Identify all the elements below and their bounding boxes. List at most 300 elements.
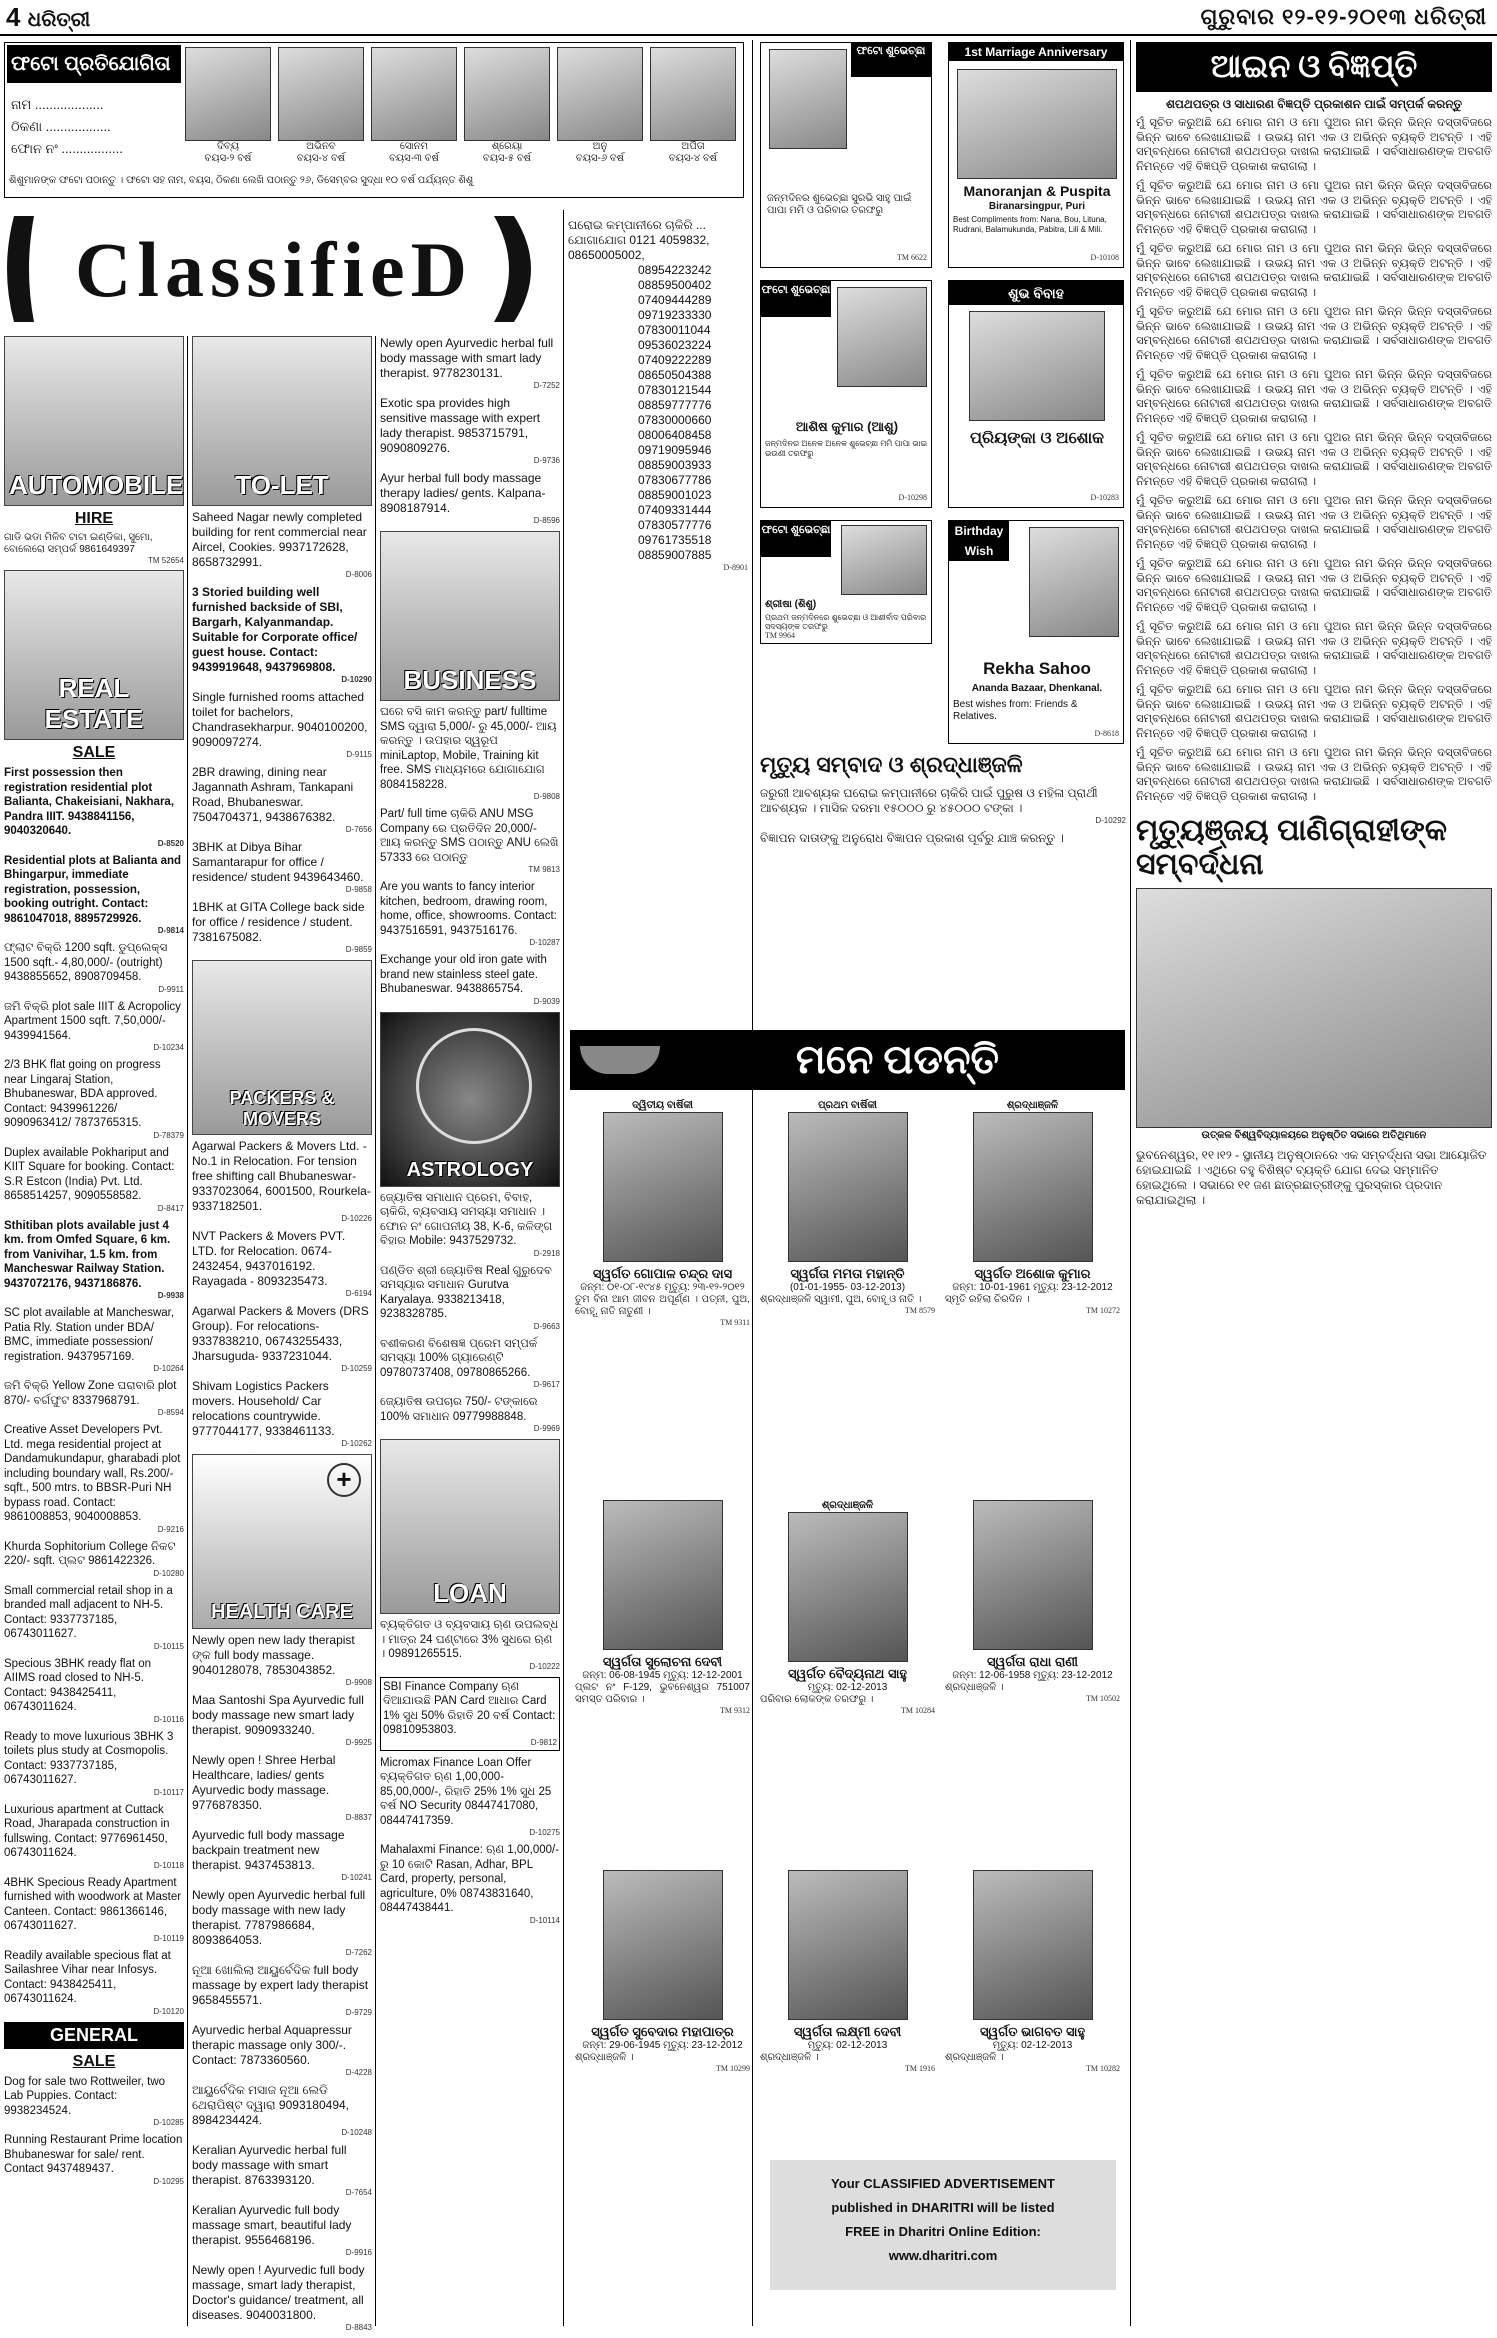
classified-ad <box>4 1949 184 2017</box>
classified-ad <box>380 880 560 948</box>
ad-text: Ayur herbal full body massage therapy ladies/ gents. Kalpana- 8908187914. <box>380 471 546 515</box>
kid-name: ଅଭିନବ <box>306 141 336 152</box>
ad-code: D-9908 <box>345 1678 372 1687</box>
classified-ad <box>4 1657 184 1725</box>
phone-number: 09536023224 <box>638 338 712 352</box>
column-rule <box>1130 40 1131 2326</box>
ad-code: D-6194 <box>345 1289 372 1298</box>
couple-place: Biranarsingpur, Puri <box>988 201 1086 212</box>
phone-number: 07409444289 <box>638 293 712 307</box>
legal-notice: ମୁଁ ସୂଚିତ କରୁଅଛି ଯେ ମୋର ନାମ ଓ ମୋ ପୁଅର ନାମ ଭିନ୍ନ ଭିନ୍ନ ଦସ୍ତାବିଜରେ ଭିନ୍ନ ଭାବେ ଲେଖାଯାଇଛି । ଉଭୟ ନାମ ଏକ ଓ ଅଭିନ୍ନ ବ୍ୟକ୍ତି ଅଟନ୍ତି । ଏହି ସମ୍ବନ୍ଧରେ ନୋଟାରୀ ଶପଥପତ୍ର ଦାଖଲ କରାଯାଇଛି । ସର୍ବସାଧାରଣଙ୍କ ଅବଗତି ନିମନ୍ତେ ଏହି ବିଜ୍ଞପ୍ତି ପ୍ରକାଶ କରାଗଲା । <box>1136 621 1492 677</box>
classified-ad <box>192 1753 372 1823</box>
obituary-heading: ଦ୍ୱିତୀୟ ବାର୍ଷିକୀ <box>632 1100 693 1111</box>
ad-text: Micromax Finance Loan Offer ବ୍ୟକ୍ତିଗତ ଋଣ 1,00,000- 85,00,000/-, ରିହାତି 25% 1% ସୁଧ 25 ବର୍ଷ NO Security 08447417080, 08447417359. <box>380 1756 552 1827</box>
greeting-ad-2 <box>760 280 932 508</box>
baby-photo <box>841 525 927 595</box>
ad-code: D-8618 <box>1094 729 1119 738</box>
ad-text: Newly open Ayurvedic herbal full body massage with smart lady therapist. 9778230131. <box>380 336 554 380</box>
kid-photo-card <box>278 47 364 165</box>
classified-ad <box>4 1584 184 1652</box>
greeting-heading: ଫଟୋ ଶୁଭେଚ୍ଛା <box>851 43 931 77</box>
kid-age: ବୟସ-୨ ବର୍ଷ <box>204 153 252 164</box>
legal-notice: ମୁଁ ସୂଚିତ କରୁଅଛି ଯେ ମୋର ନାମ ଓ ମୋ ପୁଅର ନାମ ଭିନ୍ନ ଭିନ୍ନ ଦସ୍ତାବିଜରେ ଭିନ୍ନ ଭାବେ ଲେଖାଯାଇଛି । ଉଭୟ ନାମ ଏକ ଓ ଅଭିନ୍ନ ବ୍ୟକ୍ତି ଅଟନ୍ତି । ଏହି ସମ୍ବନ୍ଧରେ ନୋଟାରୀ ଶପଥପତ୍ର ଦାଖଲ କରାଯାଇଛି । ସର୍ବସାଧାରଣଙ୍କ ଅବଗତି ନିମନ୍ତେ ଏହି ବିଜ୍ଞପ୍ତି ପ୍ରକାଶ କରାଗଲା । <box>1136 243 1492 299</box>
obituary-text: ଶ୍ରଦ୍ଧାଞ୍ଜଳି । <box>945 2052 1004 2063</box>
ad-code: D-9729 <box>345 2008 372 2017</box>
greeting-text: ପ୍ରଥମ ଜନ୍ମଦିନରେ ଶୁଭେଚ୍ଛା ଓ ଆଶୀର୍ବାଦ ପରିବାର ସଦସ୍ୟଙ୍କ ତରଫରୁ <box>765 613 927 631</box>
ad-code: D-10285 <box>153 2118 184 2127</box>
ad-text: Are you wants to fancy interior kitchen, bedroom, drawing room, home, office, showrooms. Contact: 9437516591, 9437516176. <box>380 881 557 937</box>
zodiac-wheel-icon <box>416 1028 532 1144</box>
ad-text: Newly open new lady therapist ଙ୍କ full body massage. 9040128078, 7853043852. <box>192 1633 355 1677</box>
kids-photo-ad <box>4 42 744 198</box>
ad-text: Keralian Ayurvedic full body massage smart, beautiful lady therapist. 9556468196. <box>192 2203 352 2247</box>
ad-code: D-10264 <box>153 1364 184 1373</box>
greeting-ad-4 <box>760 520 932 644</box>
ad-text: ଫ୍ଲାଟ ବିକ୍ରି 1200 sqft. ଡୁପ୍ଲେକ୍ସ 1500 sqft.- 4,80,000/- (outright) 9438855652, 8908709458. <box>4 942 168 983</box>
ad-code: D-8901 <box>723 563 748 572</box>
greeting-name: ଶ୍ରୀଷା (ଶିଶୁ) <box>765 599 817 610</box>
sale-ads <box>4 766 184 2017</box>
kid-name: ଶ୍ରେୟା <box>491 141 523 152</box>
ad-text: Sthitiban plots available just 4 km. from Omfed Square, 6 km. from Vanivihar, 1.5 km. from Mancheswar Railway Station. 9437072176, 9437186876. <box>4 1219 171 1290</box>
obituary-dates: ଜନ୍ମ: 29-06-1945 ମୃତ୍ୟୁ: 23-12-2012 <box>582 2040 743 2051</box>
classified-ad <box>192 2203 372 2258</box>
obituary-text: ସ୍ମୃତି ରହିଲା ଚିରଦିନ । <box>945 1294 1030 1305</box>
classified-ad <box>4 1306 184 1374</box>
ad-code: D-10114 <box>529 1915 560 1925</box>
classified-ad <box>380 953 560 1007</box>
classified-ad <box>380 1843 560 1926</box>
ad-code: TM 9813 <box>528 865 560 874</box>
automobile-banner: AUTOMOBILE <box>4 336 184 506</box>
ad-text: Shivam Logistics Packers movers. Household/ Car relocations countrywide. 9777044177, 9338461133. <box>192 1379 335 1438</box>
online-promo-text: Your CLASSIFIED ADVERTISEMENT published in DHARITRI will be listed FREE in Dharitri Online Edition: www.dharitri.com <box>770 2172 1116 2268</box>
obituary-name: ସ୍ୱର୍ଗତା ସୁଲୋଚନା ଦେବୀ <box>602 1654 723 1669</box>
classified-ad <box>192 1229 372 1299</box>
woman-photo <box>1029 527 1119 637</box>
ad-code: D-9859 <box>345 945 372 954</box>
ad-code: D-9814 <box>157 926 184 935</box>
obituary-heading: ଶ୍ରଦ୍ଧାଞ୍ଜଳି <box>821 1500 874 1511</box>
phone-number: 08859007885 <box>638 548 712 562</box>
classified-ad <box>4 1146 184 1214</box>
obituary-name: ସ୍ୱର୍ଗତ ସୁବେଦାର ମହାପାତ୍ର <box>591 2024 734 2039</box>
ad-code: TM 1916 <box>905 2064 935 2073</box>
boy-photo <box>837 287 927 387</box>
ad-code: TM 9311 <box>720 1318 750 1327</box>
health-care-banner: + HEALTH CARE <box>192 1454 372 1629</box>
kid-photo <box>650 47 736 141</box>
obituary-dates: ଜନ୍ମ: 06-08-1945 ମୃତ୍ୟୁ: 12-12-2001 <box>582 1670 743 1681</box>
ad-code: D-10222 <box>529 1661 560 1671</box>
loan-banner: LOAN <box>380 1439 560 1614</box>
ad-text: Newly open ! Shree Herbal Healthcare, ladies/ gents Ayurvedic body massage. 9776878350. <box>192 1753 336 1812</box>
classified-ad <box>192 1633 372 1688</box>
classified-ad <box>4 1219 184 1302</box>
classified-ad <box>4 1730 184 1798</box>
obituary-dates: ମୃତ୍ୟୁ: 02-12-2013 <box>807 2040 888 2051</box>
classified-ad <box>380 1395 560 1434</box>
ad-code: D-10248 <box>341 2128 372 2137</box>
phone-number: 07830577776 <box>638 518 712 532</box>
classified-ad <box>192 510 372 580</box>
ad-text: ଜମି ବିକ୍ରି plot sale IIIT & Acropolicy Apartment 1500 sqft. 7,50,000/- 9439941564. <box>4 1000 181 1042</box>
packers-ads <box>192 1139 372 1449</box>
classified-ad <box>192 1888 372 1958</box>
column-6 <box>1136 42 1492 1208</box>
ad-code: D-9663 <box>533 1321 560 1331</box>
ad-text: Duplex available Pokhariput and KIIT Square for booking. Contact: S.R Estcon (India) Pvt. Ltd. 8658514257, 9090558582. <box>4 1146 175 1202</box>
kid-age: ବୟସ-୪ ବର୍ଷ <box>296 153 346 164</box>
obituary-card <box>760 1500 935 1716</box>
classified-ad <box>4 1876 184 1944</box>
obituary-card <box>945 1100 1120 1316</box>
ad-code: TM 9312 <box>720 1706 750 1715</box>
phone-number: 09719095946 <box>638 443 712 457</box>
obituary-text: ଶ୍ରଦ୍ଧାଞ୍ଜଳି ସ୍ୱାମୀ, ପୁଅ, ବୋହୂ ଓ ନାତି । <box>760 1294 922 1305</box>
anniversary-heading: 1st Marriage Anniversary <box>949 43 1123 61</box>
phone-number: 08650504388 <box>638 368 712 382</box>
obituary-headline: ମୃତ୍ୟୁ ସମ୍ବାଦ ଓ ଶ୍ରଦ୍ଧାଞ୍ଜଳି <box>760 752 1023 777</box>
ad-code: TM 9964 <box>765 631 795 640</box>
obituary-photo <box>788 1512 908 1662</box>
obituary-card <box>760 1870 935 2074</box>
legal-notices <box>1136 116 1492 804</box>
phone-number: 08859003933 <box>638 458 712 472</box>
kid-photo <box>464 47 550 141</box>
classified-ad <box>192 2023 372 2078</box>
classified-ad <box>192 1304 372 1374</box>
phone-number: 07830677786 <box>638 473 712 487</box>
ad-code: D-10298 <box>898 493 927 502</box>
classified-ad <box>4 2133 184 2187</box>
ad-text: 2BR drawing, dining near Jagannath Ashram, Tankapani Road, Bhubaneswar. 7504704371, 9438676382. <box>192 765 354 824</box>
greeting-heading: ଫଟୋ ଶୁଭେଚ୍ଛା <box>761 281 831 317</box>
ad-code: D-9938 <box>157 1291 184 1300</box>
classified-ad <box>380 1264 560 1332</box>
ad-code: D-8596 <box>533 516 560 525</box>
kid-photo <box>557 47 643 141</box>
ad-code: TM 6622 <box>897 253 927 262</box>
obituary-heading: ପ୍ରଥମ ବାର୍ଷିକୀ <box>818 1100 877 1111</box>
kid-age: ବୟସ-୩ ବର୍ଷ <box>389 153 439 164</box>
ad-text: Dog for sale two Rottweiler, two Lab Puppies. Contact: 9938234524. <box>4 2075 166 2117</box>
general-sale-title: SALE <box>72 2052 116 2070</box>
classified-ad <box>380 1677 560 1751</box>
plus-icon: + <box>327 1463 361 1497</box>
classified-ad <box>192 2143 372 2198</box>
ad-code: D-9858 <box>345 885 372 894</box>
phone-number: 08859001023 <box>638 488 712 502</box>
form-field-phone: ଫୋନ ନଂ ................. <box>11 141 123 156</box>
ad-code: TM 10299 <box>716 2064 750 2073</box>
ad-text: Ayurvedic herbal Aquapressur therapic massage only 300/-. Contact: 7873360560. <box>192 2023 352 2067</box>
classified-ad <box>4 1423 184 1535</box>
general-ads <box>4 2075 184 2187</box>
ad-text: ବଶୀକରଣ ବିଶେଷଜ୍ଞ ପ୍ରେମ ସମ୍ପର୍କ ସମସ୍ୟା 100% ଗ୍ୟାରେଣ୍ଟି 09780737408, 09780865266. <box>380 1337 538 1379</box>
obituary-card <box>945 1870 1120 2074</box>
classified-ad <box>192 1693 372 1748</box>
obituary-photo <box>973 1112 1093 1262</box>
ad-code: D-4228 <box>345 2068 372 2077</box>
couple-names: Manoranjan & Puspita <box>963 183 1111 199</box>
obituary-dates: ଜନ୍ମ: 12-06-1958 ମୃତ୍ୟୁ: 23-12-2012 <box>952 1670 1113 1681</box>
ad-text: Saheed Nagar newly completed building for rent commercial near Aircel, Cookies. 9937172628, 8658732991. <box>192 510 367 569</box>
kid-photo-card <box>185 47 271 165</box>
kid-age: ବୟସ-୪ ବର୍ଷ <box>668 153 718 164</box>
classified-logo <box>4 210 544 328</box>
ad-text: Newly open Ayurvedic herbal full body massage with new lady therapist. 7787986684, 8093864053. <box>192 1888 366 1947</box>
kid-photo <box>371 47 457 141</box>
page-number: 4 ଧରିତ୍ରୀ <box>6 2 91 32</box>
logo-right-bracket <box>494 216 531 322</box>
ad-code: D-10115 <box>153 1641 184 1651</box>
ad-code: D-9911 <box>158 984 184 994</box>
phone-number: 09761735518 <box>638 533 712 547</box>
ad-code: D-10259 <box>341 1364 372 1373</box>
obituary-card <box>760 1100 935 1316</box>
greeting-text: ଜନ୍ମଦିନର ଶୁଭେଚ୍ଛା ସୁରଭି ସାହୁ ପାଇଁ ପାପା ମମି ଓ ପରିବାର ତରଫରୁ <box>767 193 912 216</box>
classified-logo-svg <box>4 210 544 328</box>
ad-code: D-10108 <box>1090 253 1119 262</box>
phone-number: 08006408458 <box>638 428 712 442</box>
ad-code: TM 10282 <box>1086 2064 1120 2073</box>
classified-ad <box>192 1963 372 2018</box>
legal-notice: ମୁଁ ସୂଚିତ କରୁଅଛି ଯେ ମୋର ନାମ ଓ ମୋ ପୁଅର ନାମ ଭିନ୍ନ ଭିନ୍ନ ଦସ୍ତାବିଜରେ ଭିନ୍ନ ଭାବେ ଲେଖାଯାଇଛି । ଉଭୟ ନାମ ଏକ ଓ ଅଭିନ୍ନ ବ୍ୟକ୍ତି ଅଟନ୍ତି । ଏହି ସମ୍ବନ୍ଧରେ ନୋଟାରୀ ଶପଥପତ୍ର ଦାଖଲ କରାଯାଇଛି । ସର୍ବସାଧାରଣଙ୍କ ଅବଗତି ନିମନ୍ତେ ଏହି ବିଜ୍ଞପ୍ତି ପ୍ରକାଶ କରାଗଲା । <box>1136 684 1492 740</box>
ad-text: ନୂଆ ଖୋଲିଲା ଆୟୁର୍ବେଦିକ full body massage by expert lady therapist 9658455571. <box>192 1963 369 2007</box>
health-ads <box>192 1633 372 2333</box>
obituary-dates: (01-01-1955- 03-12-2013) <box>789 1282 906 1293</box>
classified-ad <box>380 336 560 391</box>
phone-number: 07830121544 <box>638 383 712 397</box>
phone-number: 08859777776 <box>638 398 712 412</box>
ad-code: D-10234 <box>153 1043 184 1052</box>
classified-ad <box>192 765 372 835</box>
kid-age: ବୟସ-୫ ବର୍ଷ <box>482 153 532 164</box>
business-ads <box>380 705 560 1007</box>
ad-text: Single furnished rooms attached toilet for bachelors, Chandrasekharpur. 9040100200, 9090097274. <box>192 690 368 749</box>
page-header <box>0 0 1497 36</box>
kid-photo-card <box>650 47 736 165</box>
to-let-ads <box>192 510 372 955</box>
packers-movers-banner: PACKERS & MOVERS <box>192 960 372 1135</box>
kid-photo-card <box>464 47 550 165</box>
classified-ad <box>380 1618 560 1672</box>
kids-ad-heading: ଫଟୋ ପ୍ରତିଯୋଗିତା <box>7 45 181 83</box>
obituary-card <box>945 1500 1120 1704</box>
phone-number: 09719233330 <box>638 308 712 322</box>
ad-code: D-10117 <box>153 1787 184 1797</box>
ad-code: D-10120 <box>153 2006 184 2016</box>
ad-text: Readily available specious flat at Sailashree Vihar near Infosys. Contact: 9438425411, 06743011624. <box>4 1949 171 2005</box>
classified-ad <box>380 1756 560 1839</box>
ad-code: D-10292 <box>1095 816 1126 825</box>
ad-code: D-10226 <box>341 1214 372 1223</box>
classified-ad <box>380 471 560 526</box>
phone-number: 07830011044 <box>638 323 711 337</box>
obituary-dates: ଜନ୍ମ: 10-01-1961 ମୃତ୍ୟୁ: 23-12-2012 <box>952 1282 1113 1293</box>
ad-text: ବ୍ୟକ୍ତିଗତ ଓ ବ୍ୟବସାୟ ଋଣ ଉପଲବ୍ଧ । ମାତ୍ର 24 ଘଣ୍ଟାରେ 3% ସୁଧରେ ଋଣ । 09891265515. <box>380 1619 559 1660</box>
news-caption: ଉତ୍କଳ ବିଶ୍ୱବିଦ୍ୟାଳୟରେ ଅନୁଷ୍ଠିତ ସଭାରେ ଅତିଥିମାନେ <box>1201 1130 1427 1141</box>
ad-text: Newly open ! Ayurvedic full body massage, smart lady therapist, Doctor's guidance/ treatment, all diseases. 9040031800. <box>192 2263 365 2322</box>
ad-code: D-8006 <box>345 570 372 579</box>
ad-code: D-10287 <box>529 938 560 947</box>
page-date: ଗୁରୁବାର ୧୨-୧୨-୨୦୧୩ ଧରିତ୍ରୀ <box>1200 4 1487 29</box>
obituary-text: ଶ୍ରଦ୍ଧାଞ୍ଜଳି । <box>945 1682 1004 1693</box>
phone-number: 07409331444 <box>638 503 712 517</box>
classified-ad <box>4 1379 184 1418</box>
legal-notice: ମୁଁ ସୂଚିତ କରୁଅଛି ଯେ ମୋର ନାମ ଓ ମୋ ପୁଅର ନାମ ଭିନ୍ନ ଭିନ୍ନ ଦସ୍ତାବିଜରେ ଭିନ୍ନ ଭାବେ ଲେଖାଯାଇଛି । ଉଭୟ ନାମ ଏକ ଓ ଅଭିନ୍ନ ବ୍ୟକ୍ତି ଅଟନ୍ତି । ଏହି ସମ୍ବନ୍ଧରେ ନୋଟାରୀ ଶପଥପତ୍ର ଦାଖଲ କରାଯାଇଛି । ସର୍ବସାଧାରଣଙ୍କ ଅବଗତି ନିମନ୍ତେ ଏହି ବିଜ୍ଞପ୍ତି ପ୍ରକାଶ କରାଗଲା । <box>1136 369 1492 425</box>
classified-ad <box>192 585 372 685</box>
column-rule <box>187 336 188 2326</box>
ad-code: D-10283 <box>1090 493 1119 502</box>
ad-text: 4BHK Specious Ready Apartment furnished with woodwork at Master Canteen. Contact: 9861366146, 06743011627. <box>4 1876 182 1932</box>
ad-code: TM 10502 <box>1086 1694 1120 1703</box>
ad-code: D-10295 <box>153 2176 184 2186</box>
kid-name: ସୋନମ <box>399 141 429 152</box>
phone-number: 07830000660 <box>638 413 712 427</box>
column-3 <box>380 336 560 1931</box>
ad-code: D-10118 <box>153 1860 184 1870</box>
news-headline: ମୃତ୍ୟୁଞ୍ଜୟ ପାଣିଗ୍ରାହୀଙ୍କ ସମ୍ବର୍ଦ୍ଧନା <box>1136 814 1448 881</box>
child-photo <box>769 49 847 149</box>
ad-text: 1BHK at GITA College back side for office / residence / student. 7381675082. <box>192 900 365 944</box>
ad-text: SBI Finance Company ଋଣ ଦିଆଯାଉଛି PAN Card ଆଧାର Card 1% ସୁଧ 50% ରିହାତି 20 ବର୍ଷ Contact: 09810953803. <box>383 1680 556 1736</box>
phone-number: 08954223242 <box>638 263 712 277</box>
ad-code: D-10119 <box>153 1933 184 1943</box>
ad-code: D-10241 <box>341 1873 372 1882</box>
obituary-name: ସ୍ୱର୍ଗତ ଅଶୋକ କୁମାର <box>974 1266 1091 1281</box>
ad-code: TM 10272 <box>1086 1306 1120 1315</box>
form-field-address: ଠିକଣା .................. <box>11 119 111 134</box>
ad-text: 3 Storied building well furnished backside of SBI, Bargarh, Kalyanmandap. Suitable for Corporate office/ guest house. Contact: 9439919648, 9437969808. <box>192 585 358 674</box>
couple-photo <box>957 69 1117 179</box>
ad-code: D-9925 <box>345 1738 372 1747</box>
sale-title: SALE <box>72 744 116 761</box>
ad-text: ଜମି ବିକ୍ରି Yellow Zone ଘରାବାରି plot 870/- ବର୍ଗଫୁଟ 8337968791. <box>4 1380 177 1407</box>
anniversary-text: Best Compliments from: Nana, Bou, Lituna, Rudrani, Balamukunda, Pabitra, Lili & Mili. <box>953 215 1107 234</box>
business-banner: BUSINESS <box>380 531 560 701</box>
classified-ad <box>4 766 184 849</box>
ad-code: D-10275 <box>529 1828 560 1837</box>
column-rule <box>563 210 564 2326</box>
ad-code: D-9115 <box>346 750 372 759</box>
classified-ad <box>380 1191 560 1259</box>
classified-ad <box>380 396 560 466</box>
classified-ad <box>760 786 1126 826</box>
ad-code: D-9216 <box>157 1524 184 1534</box>
massage-ads <box>380 336 560 526</box>
phone-list <box>568 263 748 563</box>
obituary-text: ଶ୍ରଦ୍ଧାଞ୍ଜଳି । <box>575 2052 634 2063</box>
hire-ad: ଗାଡି ଭଡା ମିଳିବ ଟାଟା ଇଣ୍ଡିକା, ସୁମୋ, ବୋଲେରୋ ସମ୍ପର୍କ 9861649397 TM 52654 <box>4 532 184 565</box>
obituary-photo <box>973 1500 1093 1650</box>
classified-ad <box>192 690 372 760</box>
classified-ad <box>4 854 184 937</box>
ad-text: Luxurious apartment at Cuttack Road, Jharapada construction in fullswing. Contact: 9776961450, 06743011624. <box>4 1803 170 1859</box>
ad-text: SC plot available at Mancheswar, Patia Rly. Station under BDA/ BMC, immediate possession/ registration. 9437957169. <box>4 1307 175 1363</box>
column-rule <box>752 40 753 2326</box>
ad-text: Residential plots at Balianta and Bhingarpur, immediate registration, possession, booking outright. Contact: 9861047018, 8895729926. <box>4 854 182 925</box>
ad-text: ପଣ୍ଡିତ ଶ୍ରୀ ଜ୍ୟୋତିଷ Real ଗୁରୁଦେବ ସମସ୍ୟାର ସମାଧାନ Gurutva Karyalaya. 9338213418, 9238328785. <box>380 1264 552 1320</box>
kid-photo-card <box>371 47 457 165</box>
obituary-card <box>575 1870 750 2074</box>
classified-ad <box>4 1803 184 1871</box>
ad-code: D-8837 <box>345 1813 372 1822</box>
ad-code: D-10262 <box>341 1439 372 1448</box>
obituary-card <box>575 1100 750 1328</box>
ad-text: ବିଜ୍ଞାପନ ଦାତାଙ୍କୁ ଅନୁରୋଧ ବିଜ୍ଞାପନ ପ୍ରକାଶ ପୂର୍ବରୁ ଯାଞ୍ଚ କରନ୍ତୁ । <box>760 831 1064 845</box>
obituary-dates: ମୃତ୍ୟୁ: 02-12-2013 <box>992 2040 1073 2051</box>
mane-padanti-banner <box>570 1030 1125 1090</box>
column-2 <box>192 336 372 2338</box>
classified-ad <box>192 2083 372 2138</box>
classified-ad <box>4 1058 184 1141</box>
ad-text: Part/ full time ଚାକିରି ANU MSG Company ରେ ପ୍ରତିଦିନ 20,000/- ଆୟ କରନ୍ତୁ SMS ପଠାନ୍ତୁ ANU ଲେଖି 57333 ରେ ପଠାନ୍ତୁ <box>380 808 559 864</box>
obituary-name: ସ୍ୱର୍ଗତ ଗୋପାଳ ଚନ୍ଦ୍ର ଦାସ <box>592 1266 733 1281</box>
kids-ad-form <box>11 97 171 157</box>
obituary-text: ତୁମ ବିନା ଆମ ଜୀବନ ଅପୂର୍ଣ୍ଣ । ପତ୍ନୀ, ପୁଅ, ବୋହୂ, ନାତି ନାତୁଣୀ । <box>575 1294 750 1317</box>
greeting-name: ପ୍ରିୟଙ୍କା ଓ ଅଶୋକ <box>970 430 1104 447</box>
obituary-dates: ଜନ୍ମ: ୦୧-୦୮-୧୯୪୫ ମୃତ୍ୟୁ: ୨୩-୧୨-୨୦୧୨ <box>580 1282 745 1293</box>
birthday-wish-ad <box>948 520 1124 744</box>
ad-text: Ayurvedic full body massage backpain treatment new therapist. 9437453813. <box>192 1828 345 1872</box>
kids-ad-footer: ଶିଶୁମାନଙ୍କ ଫଟୋ ପଠାନ୍ତୁ । ଫଟୋ ସହ ନାମ, ବୟସ, ଠିକଣା ଲେଖି ପଠାନ୍ତୁ ୨୬, ଡିସେମ୍ବର ସୁଦ୍ଧା ୧୦ ବର୍ଷ ପର୍ଯ୍ୟନ୍ତ ଶିଶୁ <box>9 175 474 186</box>
classified-ad <box>192 1379 372 1449</box>
ad-code: D-9617 <box>533 1380 560 1389</box>
anniversary-ad <box>948 42 1124 268</box>
ad-code: TM 8579 <box>905 1306 935 1315</box>
ad-text: ଜ୍ୟୋତିଷ ସମାଧାନ ପ୍ରେମ, ବିବାହ, ଚାକିରି, ବ୍ୟବସାୟ ସମସ୍ୟା ସମାଧାନ । ଫୋନ ନଂ ଗୋପନୀୟ 38, K-6, କଳିଙ୍ଗ ବିହାର Mobile: 9437529732. <box>380 1191 553 1247</box>
ad-text: Exotic spa provides high sensitive massage with expert lady therapist. 9853715791, 9090809276. <box>380 396 541 455</box>
hire-title: HIRE <box>74 510 114 527</box>
online-promo-box <box>770 2160 1116 2290</box>
obituary-photo <box>788 1870 908 2020</box>
kid-age: ବୟସ-୬ ବର୍ଷ <box>575 153 625 164</box>
obituary-name: ସ୍ୱର୍ଗତା ଲକ୍ଷ୍ମୀ ଦେବୀ <box>793 2024 902 2039</box>
legal-notice: ମୁଁ ସୂଚିତ କରୁଅଛି ଯେ ମୋର ନାମ ଓ ମୋ ପୁଅର ନାମ ଭିନ୍ନ ଭିନ୍ନ ଦସ୍ତାବିଜରେ ଭିନ୍ନ ଭାବେ ଲେଖାଯାଇଛି । ଉଭୟ ନାମ ଏକ ଓ ଅଭିନ୍ନ ବ୍ୟକ୍ତି ଅଟନ୍ତି । ଏହି ସମ୍ବନ୍ଧରେ ନୋଟାରୀ ଶପଥପତ୍ର ଦାଖଲ କରାଯାଇଛି । ସର୍ବସାଧାରଣଙ୍କ ଅବଗତି ନିମନ୍ତେ ଏହି ବିଜ୍ଞପ୍ତି ପ୍ରକାଶ କରାଗଲା । <box>1136 180 1492 236</box>
mane-padanti-title: ମନେ ପଡନ୍ତି <box>795 1037 1000 1082</box>
obituary-text: ପ୍ଲଟ ନଂ F-129, ଭୁବନେଶ୍ୱର 751007 ସମସ୍ତ ପରିବାର । <box>575 1682 750 1705</box>
ad-text: Specious 3BHK ready flat on AIIMS road closed to NH-5. Contact: 9438425411, 06743011624. <box>4 1657 152 1713</box>
classified-ad <box>760 831 1126 846</box>
classified-ad <box>192 2263 372 2333</box>
ad-code: D-8520 <box>157 838 184 848</box>
greeting-ad-1 <box>760 42 932 268</box>
logo-text: ClassifieD <box>75 226 473 313</box>
legal-notice: ମୁଁ ସୂଚିତ କରୁଅଛି ଯେ ମୋର ନାମ ଓ ମୋ ପୁଅର ନାମ ଭିନ୍ନ ଭିନ୍ନ ଦସ୍ତାବିଜରେ ଭିନ୍ନ ଭାବେ ଲେଖାଯାଇଛି । ଉଭୟ ନାମ ଏକ ଓ ଅଭିନ୍ନ ବ୍ୟକ୍ତି ଅଟନ୍ତି । ଏହି ସମ୍ବନ୍ଧରେ ନୋଟାରୀ ଶପଥପତ୍ର ଦାଖଲ କରାଯାଇଛି । ସର୍ବସାଧାରଣଙ୍କ ଅବଗତି ନିମନ୍ତେ ଏହି ବିଜ୍ଞପ୍ତି ପ୍ରକାଶ କରାଗଲା । <box>1136 495 1492 551</box>
ad-text: Mahalaxmi Finance: ଋଣ 1,00,000/- ରୁ 10 କୋଟି Rasan, Adhar, BPL Card, property, personal, agriculture, 0% 08743831640, 08447438441. <box>380 1844 560 1914</box>
legal-notice: ମୁଁ ସୂଚିତ କରୁଅଛି ଯେ ମୋର ନାମ ଓ ମୋ ପୁଅର ନାମ ଭିନ୍ନ ଭିନ୍ନ ଦସ୍ତାବିଜରେ ଭିନ୍ନ ଭାବେ ଲେଖାଯାଇଛି । ଉଭୟ ନାମ ଏକ ଓ ଅଭିନ୍ନ ବ୍ୟକ୍ତି ଅଟନ୍ତି । ଏହି ସମ୍ବନ୍ଧରେ ନୋଟାରୀ ଶପଥପତ୍ର ଦାଖଲ କରାଯାଇଛି । ସର୍ବସାଧାରଣଙ୍କ ଅବଗତି ନିମନ୍ତେ ଏହି ବିଜ୍ଞପ୍ତି ପ୍ରକାଶ କରାଗଲା । <box>1136 558 1492 614</box>
classified-ad <box>380 807 560 875</box>
ad-text: NVT Packers & Movers PVT. LTD. for Relocation. 0674-2432454, 9437016192. Rayagada - 8093235473. <box>192 1229 346 1288</box>
legal-notice: ମୁଁ ସୂଚିତ କରୁଅଛି ଯେ ମୋର ନାମ ଓ ମୋ ପୁଅର ନାମ ଭିନ୍ନ ଭିନ୍ନ ଦସ୍ତାବିଜରେ ଭିନ୍ନ ଭାବେ ଲେଖାଯାଇଛି । ଉଭୟ ନାମ ଏକ ଓ ଅଭିନ୍ନ ବ୍ୟକ୍ତି ଅଟନ୍ତି । ଏହି ସମ୍ବନ୍ଧରେ ନୋଟାରୀ ଶପଥପତ୍ର ଦାଖଲ କରାଯାଇଛି । ସର୍ବସାଧାରଣଙ୍କ ଅବଗତି ନିମନ୍ତେ ଏହି ବିଜ୍ଞପ୍ତି ପ୍ରକାଶ କରାଗଲା । <box>1136 117 1492 173</box>
obituary-dates: ମୃତ୍ୟୁ: 02-12-2013 <box>807 1682 888 1693</box>
couple-photo-2 <box>969 311 1105 421</box>
ad-code: D-8594 <box>157 1408 184 1417</box>
website-link[interactable]: www.dharitri.com <box>888 2248 998 2263</box>
news-body: ଭୁବନେଶ୍ୱର, ୧୧।୧୨ - ସ୍ଥାନୀୟ ଅନୁଷ୍ଠାନରେ ଏକ ସମ୍ବର୍ଦ୍ଧନା ସଭା ଆୟୋଜିତ ହୋଇଯାଇଛି । ଏଥିରେ ବହୁ ବିଶିଷ୍ଟ ବ୍ୟକ୍ତି ଯୋଗ ଦେଇ ସମ୍ମାନିତ ହୋଇଥିଲେ । ସଭାରେ ୧୧ ଜଣ ଛାତ୍ରଛାତ୍ରୀଙ୍କୁ ପୁରସ୍କାର ପ୍ରଦାନ କରାଯାଇଥିଲା । <box>1136 1148 1487 1207</box>
classified-ad <box>192 1139 372 1224</box>
ad-code: D-9039 <box>533 996 560 1006</box>
column-rule <box>375 336 376 2326</box>
to-let-banner: TO-LET <box>192 336 372 506</box>
ad-code: D-8843 <box>345 2323 372 2332</box>
kid-name: ଅର୍ପିତା <box>681 141 705 152</box>
ad-text: ଘରେ ବସି କାମ କରନ୍ତୁ part/ fulltime SMS ଦ୍ୱାରା 5,000/- ରୁ 45,000/- ଆୟ କରନ୍ତୁ । ଉପହାର ସ୍ୱରୂପ miniLaptop, Mobile, Training kit free. SMS ମାଧ୍ୟମରେ ଯୋଗାଯୋଗ 8084158228. <box>380 706 557 791</box>
ad-code: D-78379 <box>153 1130 184 1140</box>
news-photo <box>1136 888 1492 1128</box>
